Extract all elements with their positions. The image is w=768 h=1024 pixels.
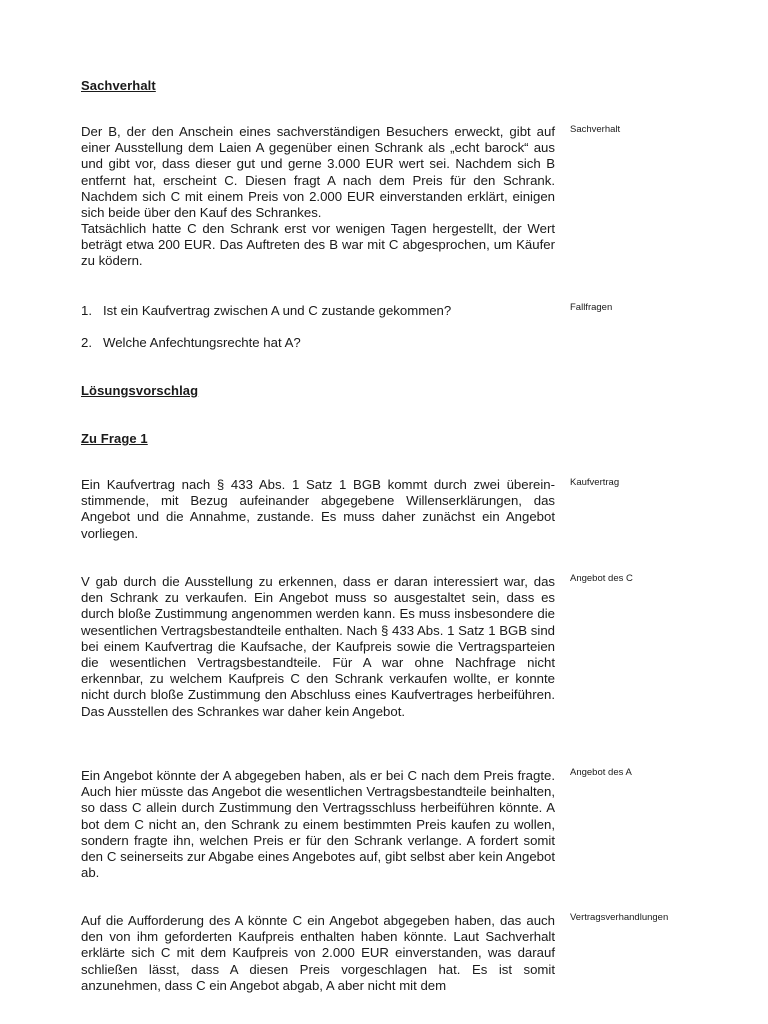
sachverhalt-paragraph-1: Der B, der den Anschein eines sachverständigen Besuchers erweckt, gibt auf einer Ausstellung dem Laien A gegenüber einen Schrank als „echt barock“ aus und gibt vor, dass dieser gut und gerne 3.000 EUR wert sei. Nachdem sich B entfernt hat, erscheint C. Diesen fragt A nach dem Preis für den Schrank. Nachdem sich C mit einem Preis von 2.000 EUR einverstanden erklärt, einigen sich beide über den Kauf des Schrankes. bbox=[81, 124, 555, 221]
sachverhalt-paragraph-2: Tatsächlich hatte C den Schrank erst vor wenigen Tagen hergestellt, der Wert beträgt etwa 200 EUR. Das Auftreten des B war mit C abgesprochen, um Käufer zu ködern. bbox=[81, 221, 555, 269]
question-2-text: Welche Anfechtungsrechte hat A? bbox=[103, 335, 301, 350]
question-2 bbox=[81, 335, 301, 351]
paragraph-vertragsverhandlungen: Auf die Aufforderung des A könnte C ein Angebot abgegeben haben, das auch den von ihm geforderten Kaufpreis enthalten haben könnte. Laut Sachverhalt erklärte sich C mit dem Kaufpreis von 2.000 EUR einverstanden, was darauf schließen lässt, dass A diesen Preis vorgeschlagen hat. Es ist somit anzunehmen, dass C ein Angebot abgab, A aber nicht mit dem bbox=[81, 913, 555, 993]
margin-note-angebot-a: Angebot des A bbox=[570, 767, 632, 778]
margin-note-sachverhalt: Sachverhalt bbox=[570, 124, 621, 135]
question-2-number: 2. bbox=[81, 335, 92, 350]
question-1 bbox=[81, 303, 451, 319]
margin-note-kaufvertrag: Kaufvertrag bbox=[570, 477, 620, 488]
paragraph-angebot-c: V gab durch die Ausstellung zu erkennen, dass er daran interessiert war, das den Schrank zu verkaufen. Ein Angebot muss so ausgestaltet sein, dass es durch bloße Zustimmung angenommen werden kann. Es muss insbesondere die wesentlichen Vertragsbestandteile enthalten. Nach § 433 Abs. 1 Satz 1 BGB sind bei einem Kaufvertrag die Kaufsache, der Kaufpreis sowie die Vertragsparteien die wesentlichen Vertragsbestandteile. Für A war ohne Nachfrage nicht erkennbar, zu welchem Kaufpreis C den Schrank verkaufen wollte, er konnte nicht durch bloße Zustimmung den Abschluss eines Kaufvertrages herbeiführen. Das Ausstellen des Schrankes war daher kein Angebot. bbox=[81, 574, 555, 719]
heading-loesungsvorschlag: Lösungsvorschlag bbox=[81, 383, 199, 398]
margin-note-angebot-c: Angebot des C bbox=[570, 573, 633, 584]
question-1-text: Ist ein Kaufvertrag zwischen A und C zustande gekommen? bbox=[103, 303, 452, 318]
margin-note-vertragsverhandlungen: Vertragsverhandlungen bbox=[570, 912, 669, 923]
margin-note-fallfragen: Fallfragen bbox=[570, 302, 613, 313]
heading-zu-frage-1: Zu Frage 1 bbox=[81, 431, 148, 446]
paragraph-angebot-a: Ein Angebot könnte der A abgegeben haben, als er bei C nach dem Preis fragte. Auch hier müsste das Angebot die wesentlichen Vertragsbestandteile beinhalten, so dass C allein durch Zustimmung den Vertragsschluss herbeiführen könnte. A bot dem C nicht an, den Schrank zu einem bestimmten Preis kaufen zu wollen, sondern fragte ihn, welchen Preis er für den Schrank verlange. A fordert somit den C seinerseits zur Abgabe eines Angebotes auf, gibt selbst aber kein Angebot ab. bbox=[81, 768, 555, 881]
paragraph-kaufvertrag: Ein Kaufvertrag nach § 433 Abs. 1 Satz 1 BGB kommt durch zwei übereinstimmende, mit Bezug aufeinander abgegebene Willenserklärungen, das Angebot und die Annahme, zustande. Es muss daher zunächst ein Angebot vorliegen. bbox=[81, 477, 555, 541]
question-1-number: 1. bbox=[81, 303, 92, 318]
heading-sachverhalt: Sachverhalt bbox=[81, 78, 156, 93]
